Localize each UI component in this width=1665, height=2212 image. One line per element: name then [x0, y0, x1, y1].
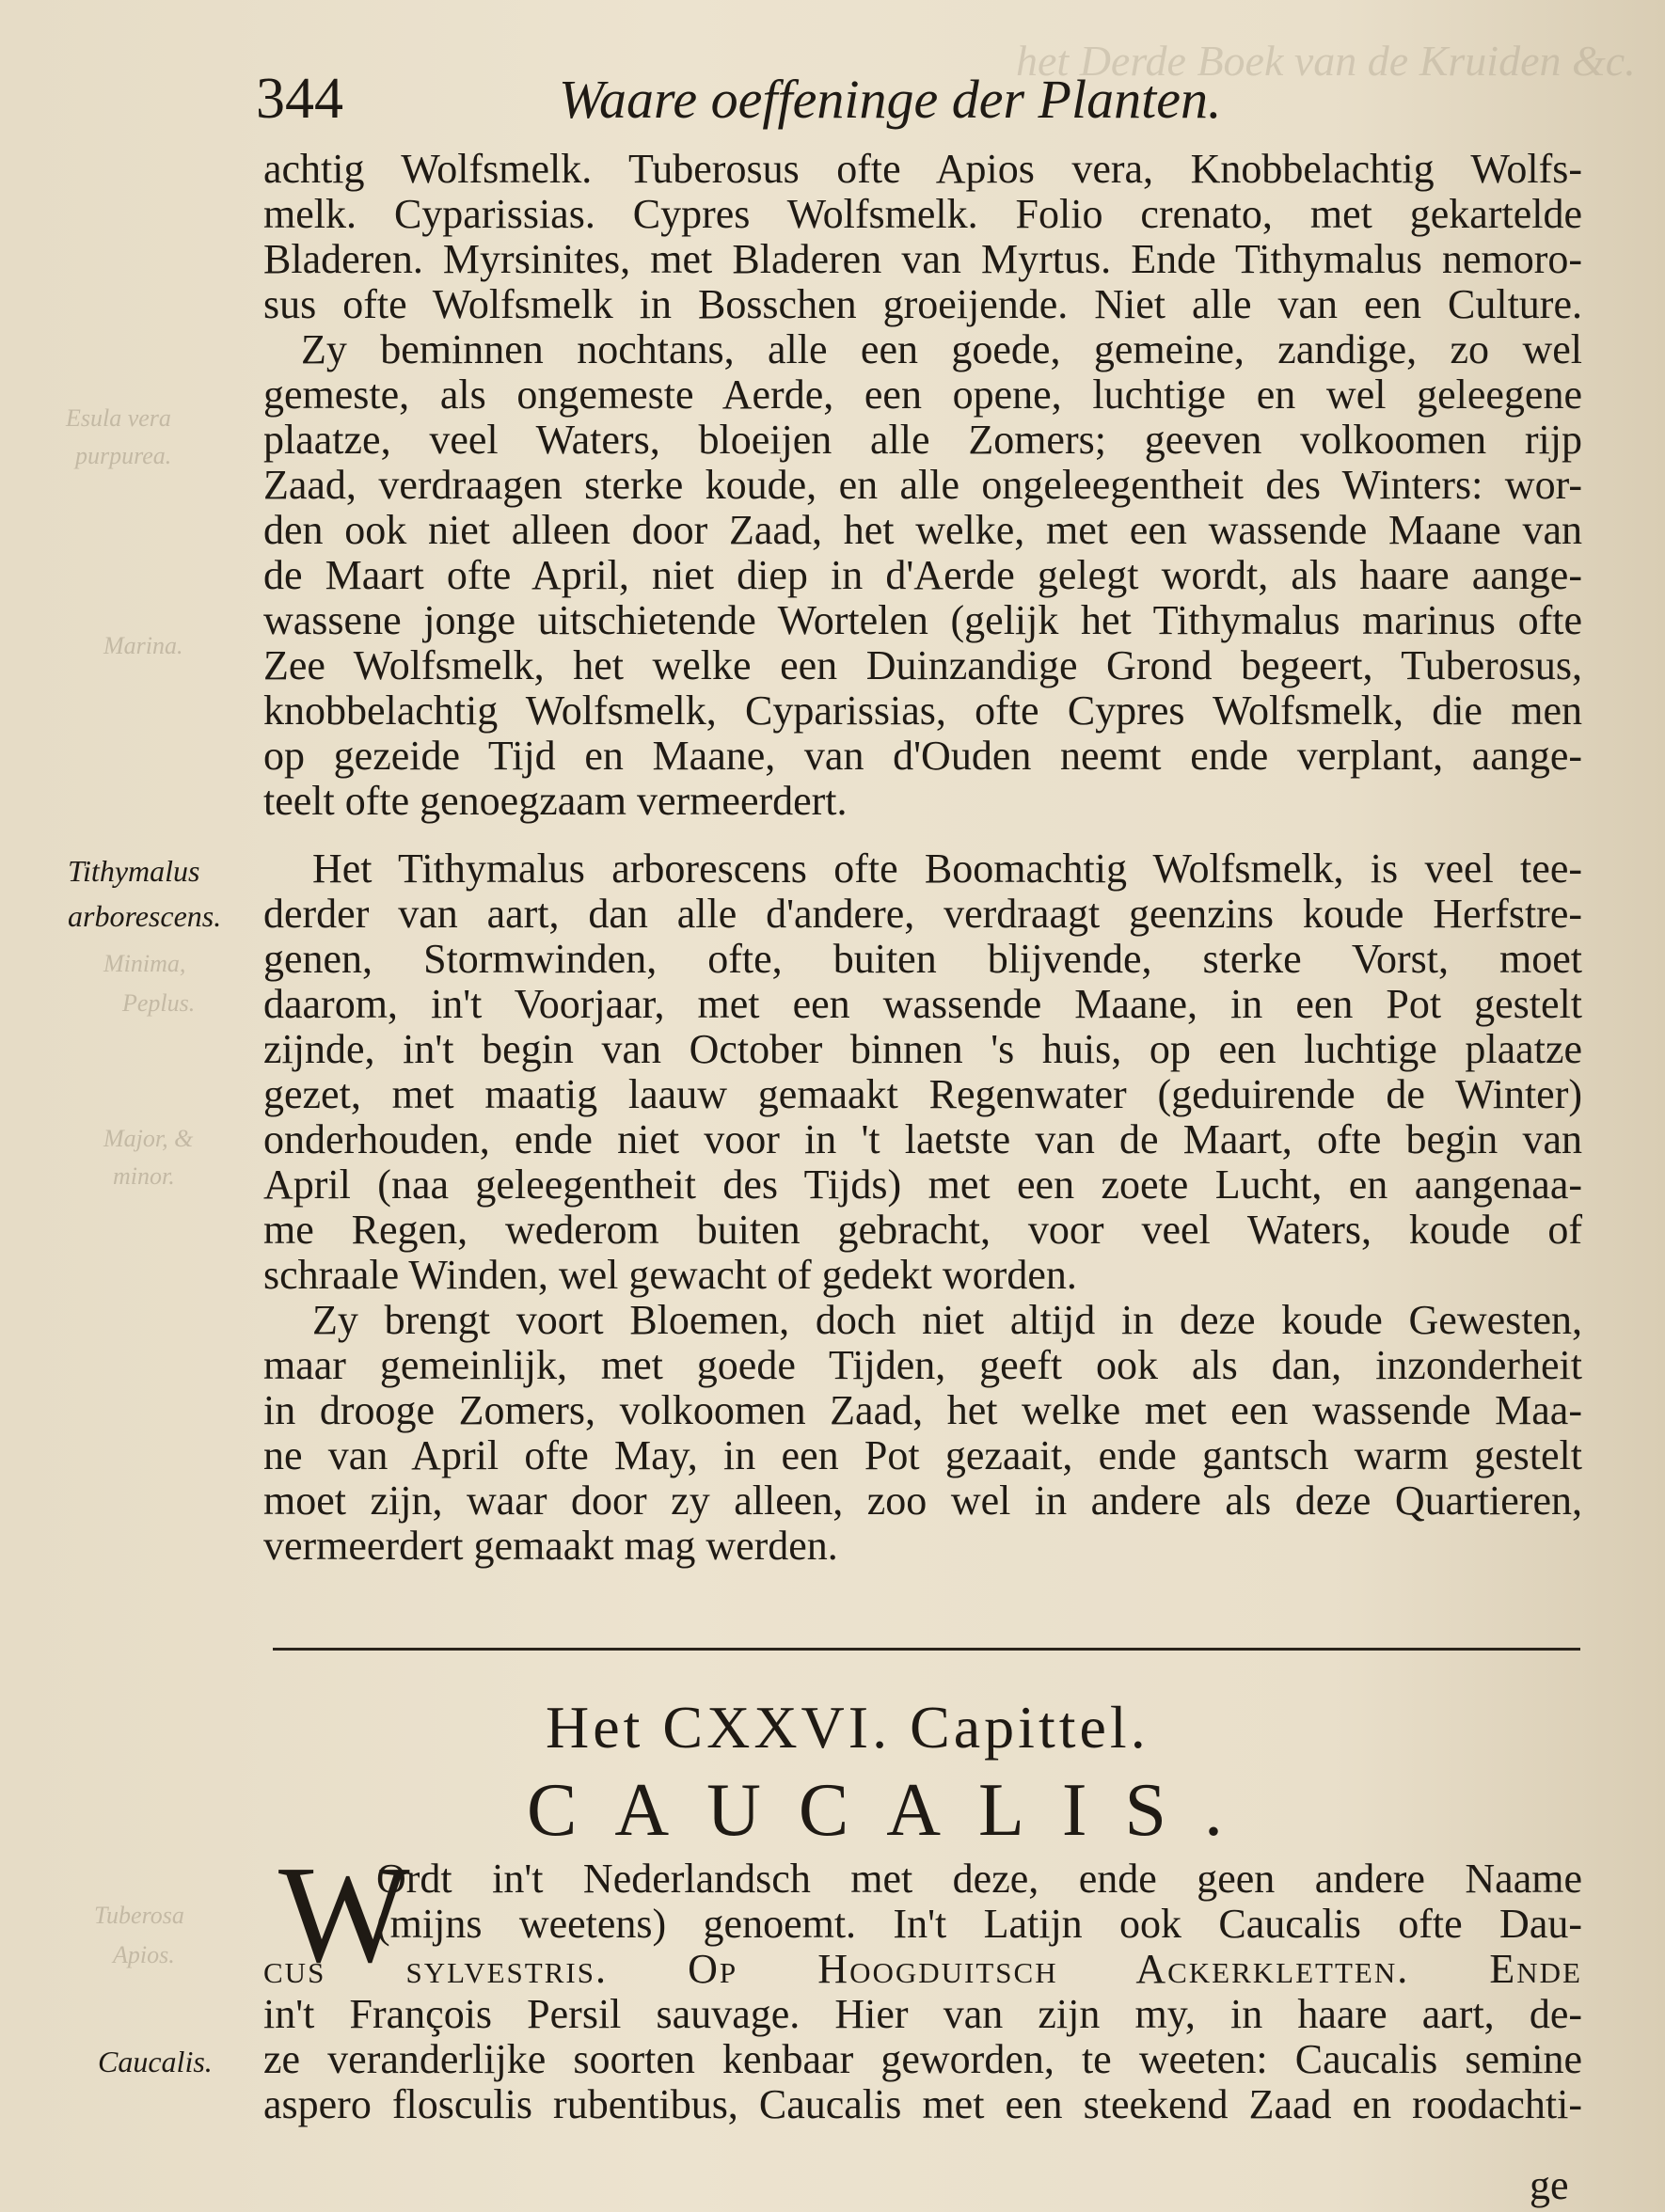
catchword: ge: [1530, 2162, 1569, 2208]
bleed-through-note: Apios.: [113, 1941, 175, 1968]
text-line: gezet, met maatig laauw gemaakt Regenwater (geduirende de Winter): [263, 1071, 1582, 1117]
bleed-through-note: purpurea.: [75, 442, 172, 469]
text-line: April (naa geleegentheit des Tijds) met een zoete Lucht, en aangenaa-: [263, 1161, 1582, 1208]
text-line: maar gemeinlijk, met goede Tijden, geeft ook als dan, inzonderheit: [263, 1342, 1582, 1388]
bleed-through-note: Tuberosa: [94, 1902, 184, 1929]
text-line: onderhouden, ende niet voor in 't laetste van de Maart, ofte begin van: [263, 1116, 1582, 1162]
margin-note-line: Tithymalus: [68, 854, 200, 888]
text-line: den ook niet alleen door Zaad, het welke, met een wassende Maane van: [263, 507, 1582, 553]
text-line: ze veranderlijke soorten kenbaar geworden, te weeten: Caucalis semine: [263, 2036, 1582, 2082]
margin-note: [68, 848, 221, 939]
text-line: plaatze, veel Waters, bloeijen alle Zomers; geeven volkoomen rijp: [263, 417, 1582, 463]
text-line: zijnde, in't begin van October binnen 's huis, op een luchtige plaatze: [263, 1026, 1582, 1072]
margin-note-caucalis: Caucalis.: [98, 2045, 213, 2078]
text-line: daarom, in't Voorjaar, met een wassende Maane, in een Pot gestelt: [263, 981, 1582, 1027]
text-block-2: [263, 846, 1582, 1569]
text-line: vermeerdert gemaakt mag werden.: [263, 1523, 838, 1569]
text-line: Zaad, verdraagen sterke koude, en alle ongeleegentheit des Winters: wor-: [263, 462, 1582, 508]
bleed-through-note: minor.: [113, 1162, 175, 1190]
text-line: me Regen, wederom buiten gebracht, voor veel Waters, koude of: [263, 1207, 1582, 1253]
text-line: cus sylvestris. Op Hoogduitsch Ackerkletten. Ende: [263, 1946, 1582, 1992]
text-line: Zee Wolfsmelk, het welke een Duinzandige Grond begeert, Tuberosus,: [263, 642, 1582, 688]
text-line: in't François Persil sauvage. Hier van zijn my, in haare aart, de-: [263, 1991, 1582, 2037]
text-line: teelt ofte genoegzaam vermeerdert.: [263, 778, 848, 824]
text-line: (mijns weetens) genoemt. In't Latijn ook Caucalis ofte Dau-: [376, 1901, 1582, 1947]
drop-cap: W: [278, 1838, 410, 1992]
text-line: achtig Wolfsmelk. Tuberosus ofte Apios vera, Knobbelachtig Wolfs-: [263, 146, 1582, 192]
text-line: Zy brengt voort Bloemen, doch niet altijd in deze koude Gewesten,: [312, 1297, 1582, 1343]
bleed-through-note: Major, &: [103, 1125, 194, 1152]
text-line: derder van aart, dan alle d'andere, verdraagt geenzins koude Herfstre-: [263, 891, 1582, 937]
bleed-through-note: Minima,: [103, 950, 186, 977]
text-line: melk. Cyparissias. Cypres Wolfsmelk. Folio crenato, met gekartelde: [263, 191, 1582, 237]
text-line: aspero flosculis rubentibus, Caucalis met een steekend Zaad en roodachti-: [263, 2081, 1582, 2127]
running-header: [256, 66, 1592, 134]
text-line: knobbelachtig Wolfsmelk, Cyparissias, ofte Cypres Wolfsmelk, die men: [263, 687, 1582, 734]
text-line: genen, Stormwinden, ofte, buiten blijvende, sterke Vorst, moet: [263, 936, 1582, 982]
bleed-through-top: het Derde Boek van de Kruiden &c.: [1016, 37, 1636, 85]
section-divider: [273, 1648, 1580, 1651]
chapter-title: CAUCALIS.: [527, 1769, 1261, 1852]
text-line: Bladeren. Myrsinites, met Bladeren van Myrtus. Ende Tithymalus nemoro-: [263, 236, 1582, 282]
margin-note-line: arborescens.: [68, 899, 222, 933]
text-block-3: [376, 1856, 1582, 1947]
bleed-through-note: Marina.: [103, 632, 183, 659]
text-line: Ordt in't Nederlandsch met deze, ende geen andere Naame: [376, 1856, 1582, 1902]
running-title: Waare oeffeninge der Planten.: [559, 69, 1222, 130]
text-line: moet zijn, waar door zy alleen, zoo wel in andere als deze Quartieren,: [263, 1477, 1582, 1524]
text-line: wassene jonge uitschietende Wortelen (gelijk het Tithymalus marinus ofte: [263, 597, 1582, 643]
text-line: Het Tithymalus arborescens ofte Boomachtig Wolfsmelk, is veel tee-: [312, 845, 1582, 892]
bleed-through-note: Esula vera: [66, 404, 171, 432]
text-line: schraale Winden, wel gewacht of gedekt worden.: [263, 1252, 1077, 1298]
text-line: gemeste, als ongemeste Aerde, een opene, luchtige en wel geleegene: [263, 371, 1582, 418]
chapter-heading: Het CXXVI. Capittel.: [546, 1694, 1150, 1761]
page-number: 344: [256, 67, 343, 131]
text-line: de Maart ofte April, niet diep in d'Aerde gelegt wordt, als haare aange-: [263, 552, 1582, 598]
text-block-1: [263, 147, 1582, 824]
text-block-3-continued: [263, 1947, 1582, 2127]
text-line: in drooge Zomers, volkoomen Zaad, het welke met een wassende Maa-: [263, 1387, 1582, 1433]
bleed-through-note: Peplus.: [122, 989, 196, 1017]
text-line: op gezeide Tijd en Maane, van d'Ouden neemt ende verplant, aange-: [263, 733, 1582, 779]
text-line: Zy beminnen nochtans, alle een goede, gemeine, zandige, zo wel: [301, 326, 1582, 372]
text-line: ne van April ofte May, in een Pot gezaait, ende gantsch warm gestelt: [263, 1432, 1582, 1478]
text-line: sus ofte Wolfsmelk in Bosschen groeijende. Niet alle van een Culture.: [263, 281, 1582, 327]
